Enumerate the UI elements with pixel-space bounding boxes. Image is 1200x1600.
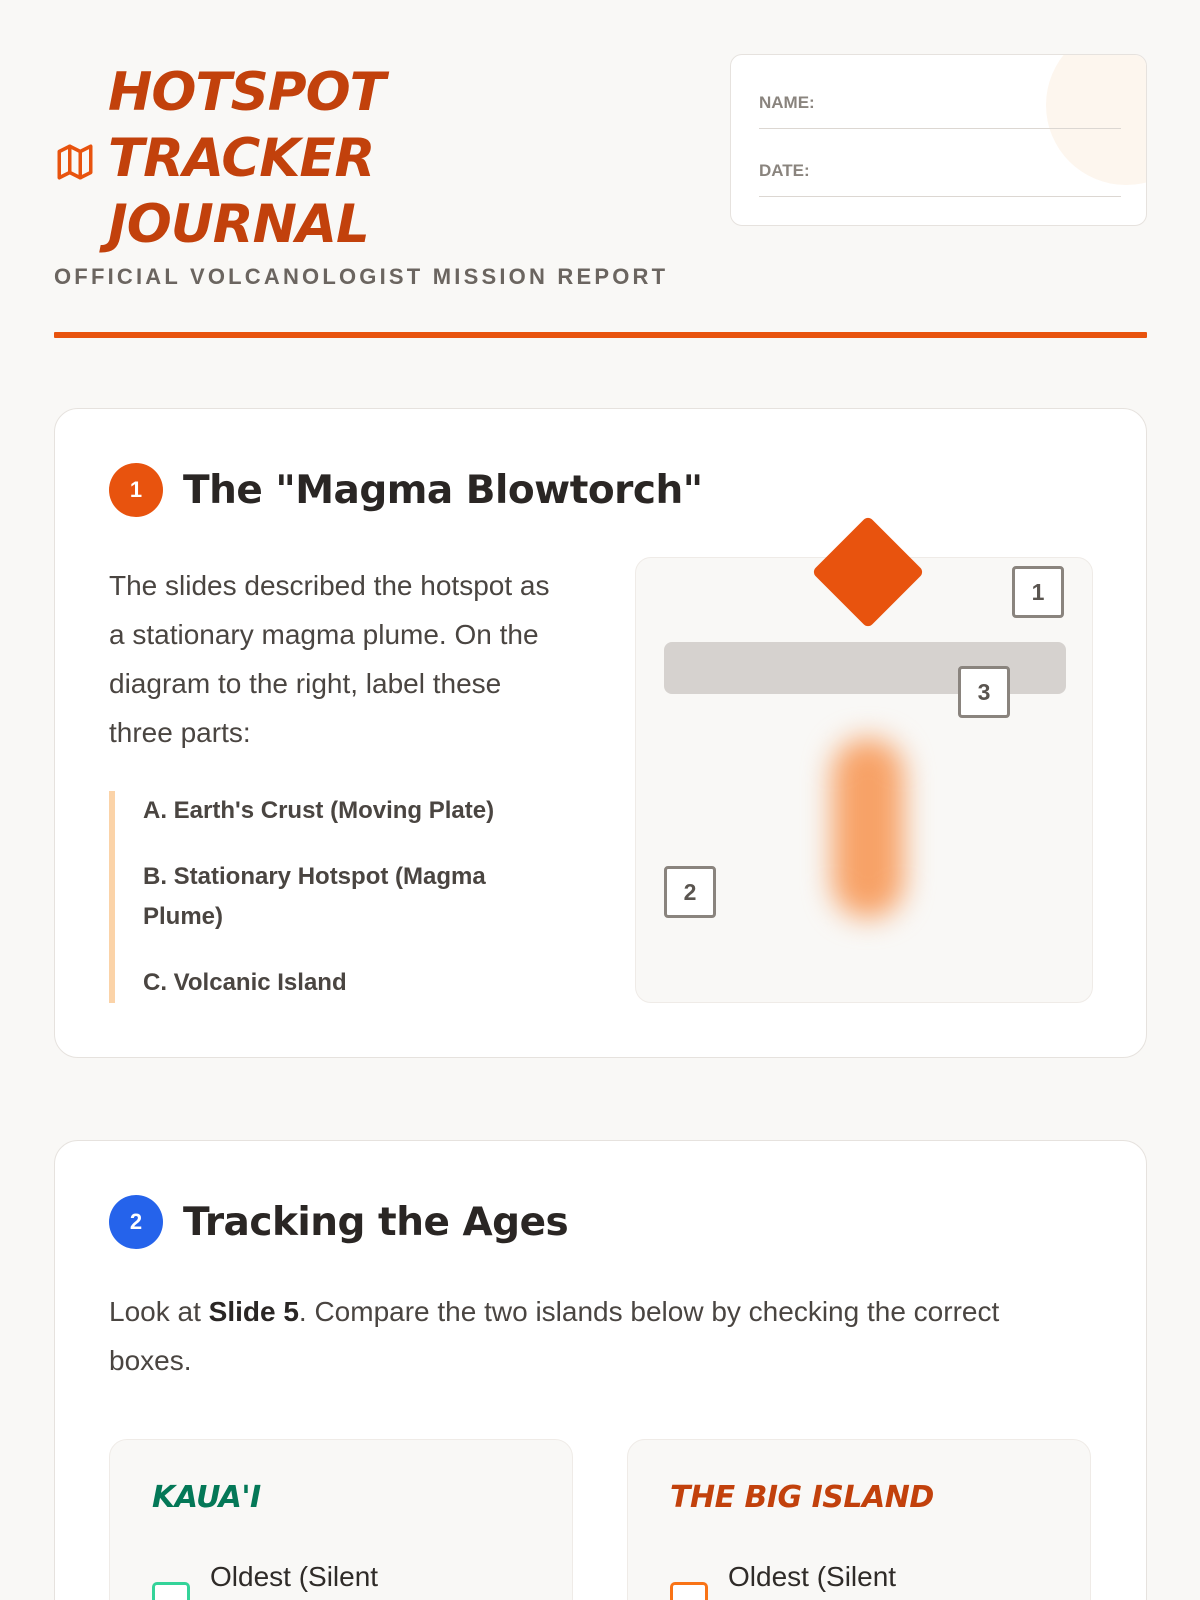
section-instructions: The slides described the hotspot as a stationary magma plume. On the diagram to the right, label these three parts: bbox=[109, 570, 550, 748]
magma-plume bbox=[832, 738, 904, 918]
section-number-badge: 2 bbox=[109, 1195, 163, 1249]
oldest-checkbox[interactable] bbox=[152, 1582, 190, 1600]
section-magma-blowtorch bbox=[54, 408, 1147, 1058]
island-name: THE BIG ISLAND bbox=[670, 1480, 934, 1515]
section-heading bbox=[109, 463, 703, 517]
instructions-text: Look at bbox=[109, 1296, 209, 1327]
option-oldest bbox=[152, 1558, 550, 1600]
parts-list bbox=[109, 791, 549, 1003]
page-subtitle: OFFICIAL VOLCANOLOGIST MISSION REPORT bbox=[54, 264, 669, 289]
option-label: Oldest (Silent bbox=[210, 1561, 379, 1592]
label-box-3[interactable]: 3 bbox=[958, 666, 1010, 718]
title-row bbox=[54, 60, 438, 258]
section-title: The "Magma Blowtorch" bbox=[183, 467, 703, 513]
slide-reference: Slide 5 bbox=[208, 1296, 299, 1327]
section-tracking-ages bbox=[54, 1140, 1147, 1600]
section-instructions bbox=[109, 1287, 1089, 1385]
section-number-badge: 1 bbox=[109, 463, 163, 517]
option-label: Oldest (Silent bbox=[728, 1561, 897, 1592]
island-name: KAUA'I bbox=[152, 1480, 261, 1515]
label-box-2[interactable]: 2 bbox=[664, 866, 716, 918]
header-divider bbox=[54, 332, 1147, 338]
name-label: NAME: bbox=[759, 93, 815, 112]
section-heading bbox=[109, 1195, 568, 1249]
option-oldest bbox=[670, 1558, 1068, 1600]
part-item: C. Volcanic Island bbox=[143, 969, 347, 996]
oldest-checkbox[interactable] bbox=[670, 1582, 708, 1600]
page-title: HOTSPOT TRACKER JOURNAL bbox=[108, 62, 385, 255]
part-item: A. Earth's Crust (Moving Plate) bbox=[143, 797, 495, 824]
name-field[interactable] bbox=[759, 75, 1121, 129]
part-item: B. Stationary Hotspot (Magma Plume) bbox=[143, 863, 486, 930]
section-title: Tracking the Ages bbox=[183, 1199, 569, 1245]
island-card-big-island bbox=[627, 1439, 1091, 1600]
map-icon bbox=[54, 141, 96, 183]
date-field[interactable] bbox=[759, 143, 1121, 197]
volcanic-island-shape bbox=[811, 515, 924, 628]
hotspot-diagram bbox=[635, 557, 1093, 1003]
date-label: DATE: bbox=[759, 161, 810, 180]
student-info-card bbox=[730, 54, 1147, 226]
label-box-1[interactable]: 1 bbox=[1012, 566, 1064, 618]
island-card-kauai bbox=[109, 1439, 573, 1600]
instructions-text: . Compare the two islands below by checking the correct boxes. bbox=[109, 1296, 1000, 1376]
